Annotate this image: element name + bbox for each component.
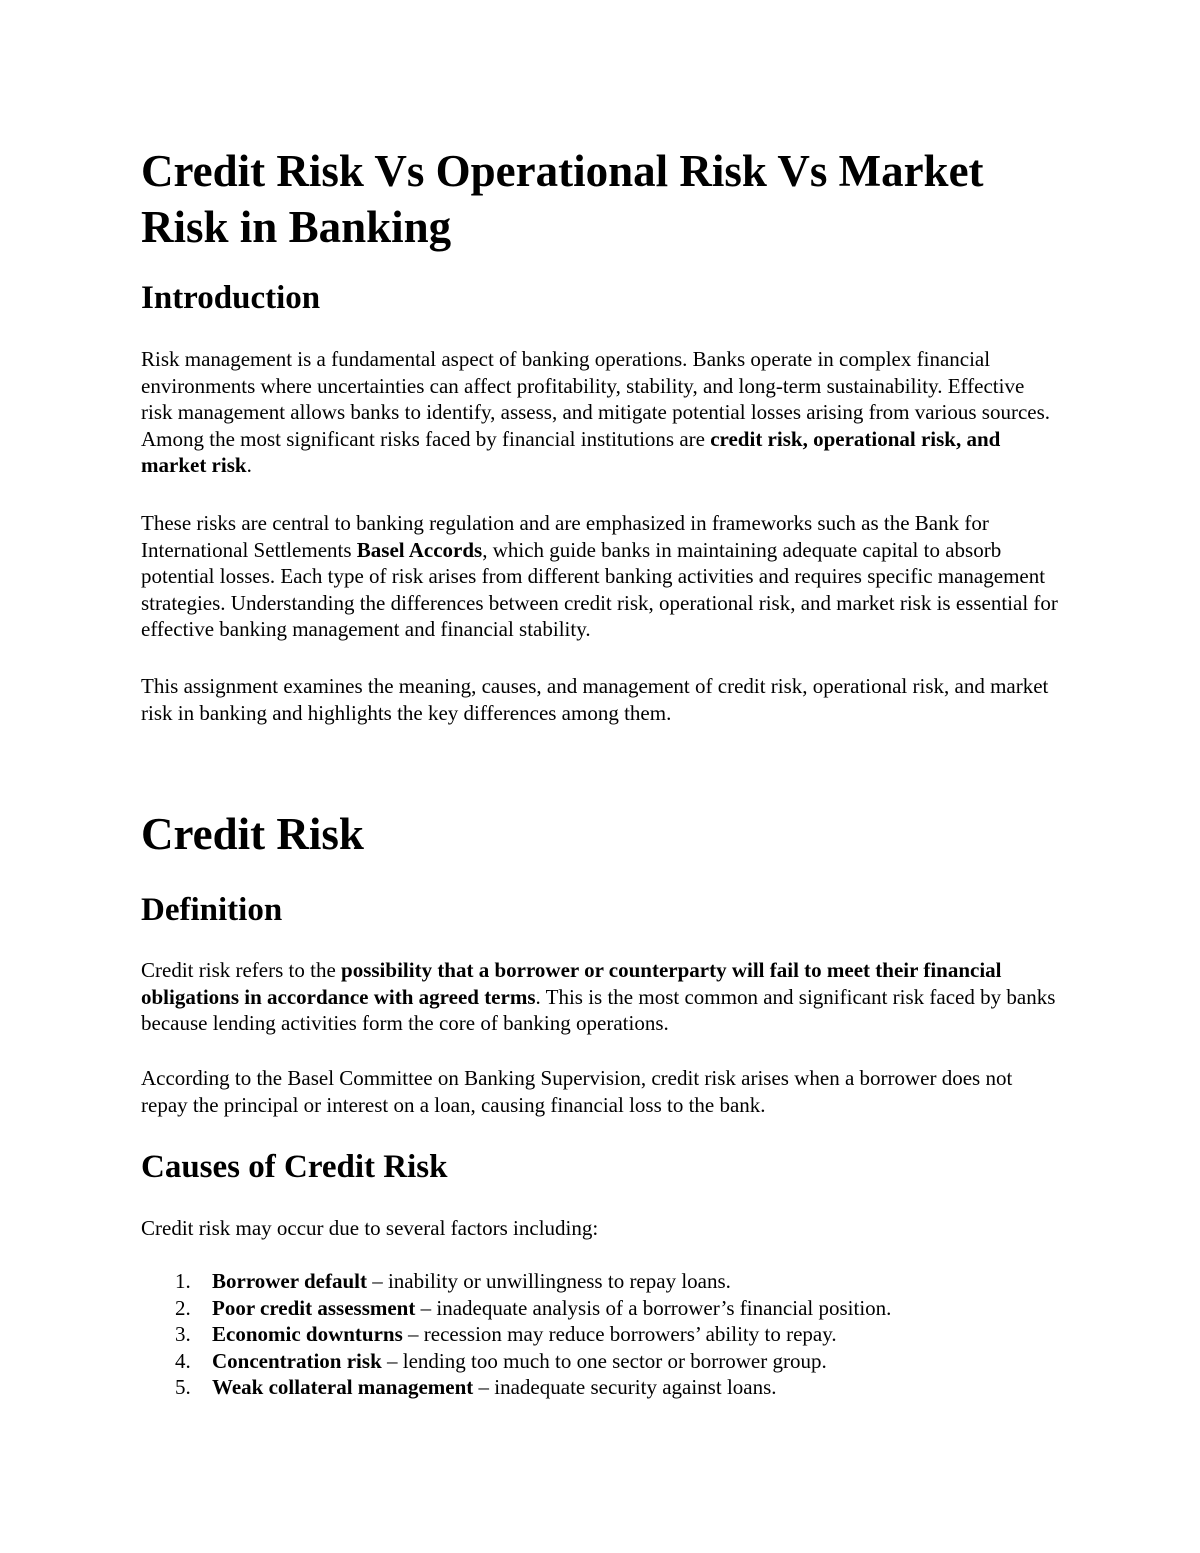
list-item-text: – inadequate analysis of a borrower’s financial position. [415, 1295, 892, 1320]
causes-list [141, 1268, 1061, 1401]
intro-paragraph-1 [141, 346, 1061, 479]
intro-paragraph-1-text: Risk management is a fundamental aspect of banking operations. Banks operate in complex financial environments where uncertainties can affect profitability, stability, and long-term sustainability. Effective risk management allows banks to identify, assess, and mitigate potential losses arising from various sources. Among the most significant risks faced by financial institutions are [141, 347, 1051, 451]
definition-paragraph-1-start: Credit risk refers to the [141, 958, 342, 982]
intro-paragraph-2-end: , which guide banks in maintaining adequate capital to absorb potential losses. Each type of risk arises from different banking activities and requires specific management strategies. Understanding the differences between credit risk, operational risk, and market risk is essential for effective banking management and financial stability. [141, 537, 1058, 642]
list-item [141, 1268, 1061, 1295]
intro-paragraph-2-bold: Basel Accords [356, 537, 483, 562]
definition-paragraph-1 [141, 957, 1061, 1037]
list-item-number: 4. [175, 1348, 191, 1373]
credit-risk-heading: Credit Risk [141, 809, 364, 859]
intro-paragraph-3: This assignment examines the meaning, causes, and management of credit risk, operational risk, and market risk in banking and highlights the key differences among them. [141, 674, 1049, 725]
list-item-bold: Weak collateral management [212, 1375, 474, 1400]
list-item-text: – inadequate security against loans. [473, 1375, 777, 1400]
list-item [141, 1374, 1061, 1401]
intro-paragraph-2 [141, 510, 1061, 643]
list-item-number: 2. [175, 1295, 191, 1320]
causes-intro: Credit risk may occur due to several factors including: [141, 1216, 599, 1240]
definition-paragraph-1-end: . This is the most common and significant risk faced by banks because lending activities form the core of banking operations. [141, 984, 1056, 1036]
list-item [141, 1295, 1061, 1322]
list-item-bold: Borrower default [212, 1269, 367, 1293]
list-item-text: – lending too much to one sector or borrower group. [381, 1348, 827, 1373]
intro-paragraph-1-bold: credit risk, operational risk, and market risk [141, 426, 1001, 478]
list-item [141, 1348, 1061, 1375]
definition-heading: Definition [141, 892, 283, 928]
list-item-bold: Concentration risk [212, 1348, 382, 1373]
causes-heading: Causes of Credit Risk [141, 1149, 448, 1185]
list-item [141, 1321, 1061, 1348]
list-item-bold: Economic downturns [212, 1322, 403, 1347]
intro-paragraph-1-end: . [246, 453, 252, 478]
list-item-bold: Poor credit assessment [212, 1295, 416, 1320]
intro-paragraph-2-text: These risks are central to banking regulation and are emphasized in frameworks such as the Bank for International Settlements [141, 511, 989, 562]
list-item-number: 5. [175, 1375, 191, 1400]
list-item-text: – inability or unwillingness to repay loans. [366, 1269, 731, 1293]
list-item-text: – recession may reduce borrowers’ ability to repay. [402, 1322, 837, 1347]
list-item-number: 1. [175, 1269, 191, 1293]
definition-paragraph-2: According to the Basel Committee on Banking Supervision, credit risk arises when a borrower does not repay the principal or interest on a loan, causing financial loss to the bank. [141, 1066, 1013, 1117]
definition-paragraph-1-bold: possibility that a borrower or counterparty will fail to meet their financial obligations in accordance with agreed terms [141, 958, 1002, 1009]
introduction-heading: Introduction [141, 280, 321, 316]
list-item-number: 3. [175, 1322, 191, 1347]
document-title: Credit Risk Vs Operational Risk Vs Market Risk in Banking [141, 146, 984, 252]
